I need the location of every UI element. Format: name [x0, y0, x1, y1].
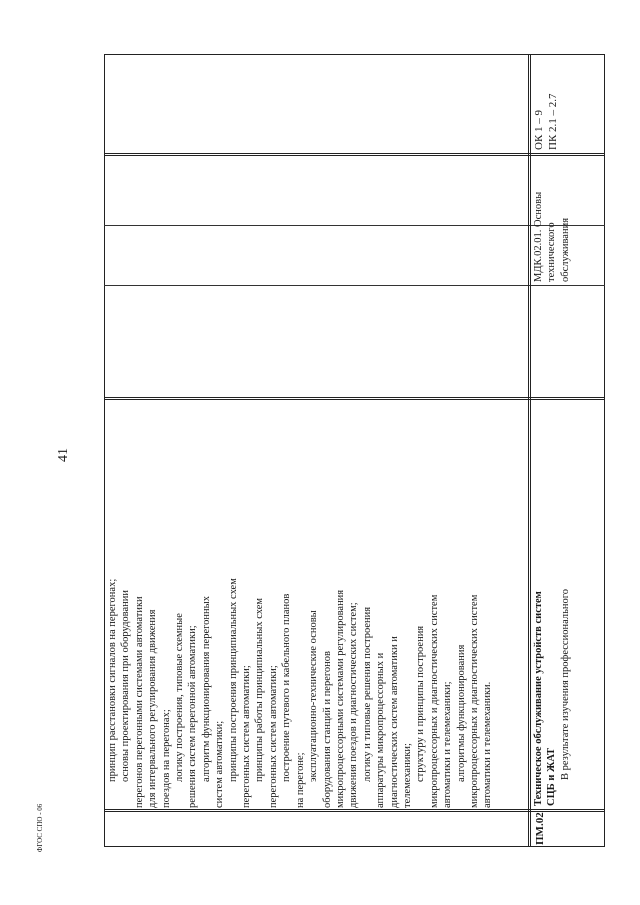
content-line: движения поездов и диагностических систем;	[348, 602, 360, 808]
row-divider	[528, 54, 531, 847]
content-line: микропроцессорных и диагностических систем	[468, 594, 480, 808]
content-line: алгоритм функционирования перегонных	[200, 596, 212, 782]
content-line: логику построения, типовые схемные	[174, 613, 186, 782]
content-line: перегонов перегонными системами автоматики	[133, 596, 145, 808]
content-line: перегонных систем автоматики;	[267, 665, 279, 808]
mdk-line-3: обслуживания	[559, 217, 571, 282]
content-line: построение путевого и кабельного планов	[281, 593, 293, 782]
content-line: алгоритмы функционирования	[455, 644, 467, 782]
content-line: оборудования станций и перегонов	[321, 650, 333, 808]
content-line: основы проектирования при оборудовании	[120, 589, 132, 782]
module-title-line2: СЦБ и ЖАТ	[546, 747, 558, 806]
page-number: 41	[56, 448, 71, 462]
content-line: перегонных систем автоматики;	[241, 665, 253, 808]
content-line: аппаратуры микропроцессорных и	[375, 652, 387, 808]
content-line: диагностических систем автоматики и	[388, 636, 400, 808]
row2-module-cell	[532, 399, 604, 809]
content-line: структуру и принципы построения	[415, 625, 427, 782]
content-line: для интервального регулирования движения	[147, 609, 159, 808]
row2-module-code: ПМ.02	[534, 812, 546, 845]
module-intro-line: В результате изучения профессионального	[559, 588, 571, 780]
content-line: поездов на перегонах;	[160, 709, 172, 808]
content-line: микропроцессорными системами регулирования	[334, 589, 346, 808]
content-line: систем автоматики;	[214, 720, 226, 808]
content-line: принципы построения принципиальных схем	[227, 578, 239, 782]
mdk-line-1: МДК.02.01. Основы	[533, 191, 544, 282]
row2-competency-cell	[532, 54, 604, 153]
content-line: телемеханики;	[401, 743, 413, 808]
content-line: логику и типовые решения построения	[361, 606, 373, 782]
row1-code-cell	[104, 811, 146, 847]
content-line: на перегоне;	[294, 752, 306, 808]
module-title-line1: Техническое обслуживание устройств систем	[533, 591, 544, 806]
content-line: решения систем перегонной автоматики;	[187, 625, 199, 808]
competency-pk: ПК 2.1 – 2.7	[547, 93, 559, 150]
content-line: автоматики и телемеханики.	[482, 681, 494, 808]
content-line: эксплуатационно-технические основы	[308, 610, 320, 782]
competency-ok: ОК 1 – 9	[533, 109, 545, 150]
curriculum-table	[104, 54, 605, 847]
content-line: микропроцессорных и диагностических систем	[428, 594, 440, 808]
row1-content-cell	[106, 399, 526, 811]
content-line: автоматики и телемеханики;	[442, 681, 454, 808]
content-line: принцип расстановки сигналов на перегонах;	[107, 578, 118, 782]
content-line: принципы работы принципиальных схем	[254, 597, 266, 782]
mdk-line-2: технического	[546, 222, 558, 282]
footer-label: ФГОС СПО - 06	[36, 803, 44, 853]
row2-mdk-cell	[532, 155, 604, 285]
